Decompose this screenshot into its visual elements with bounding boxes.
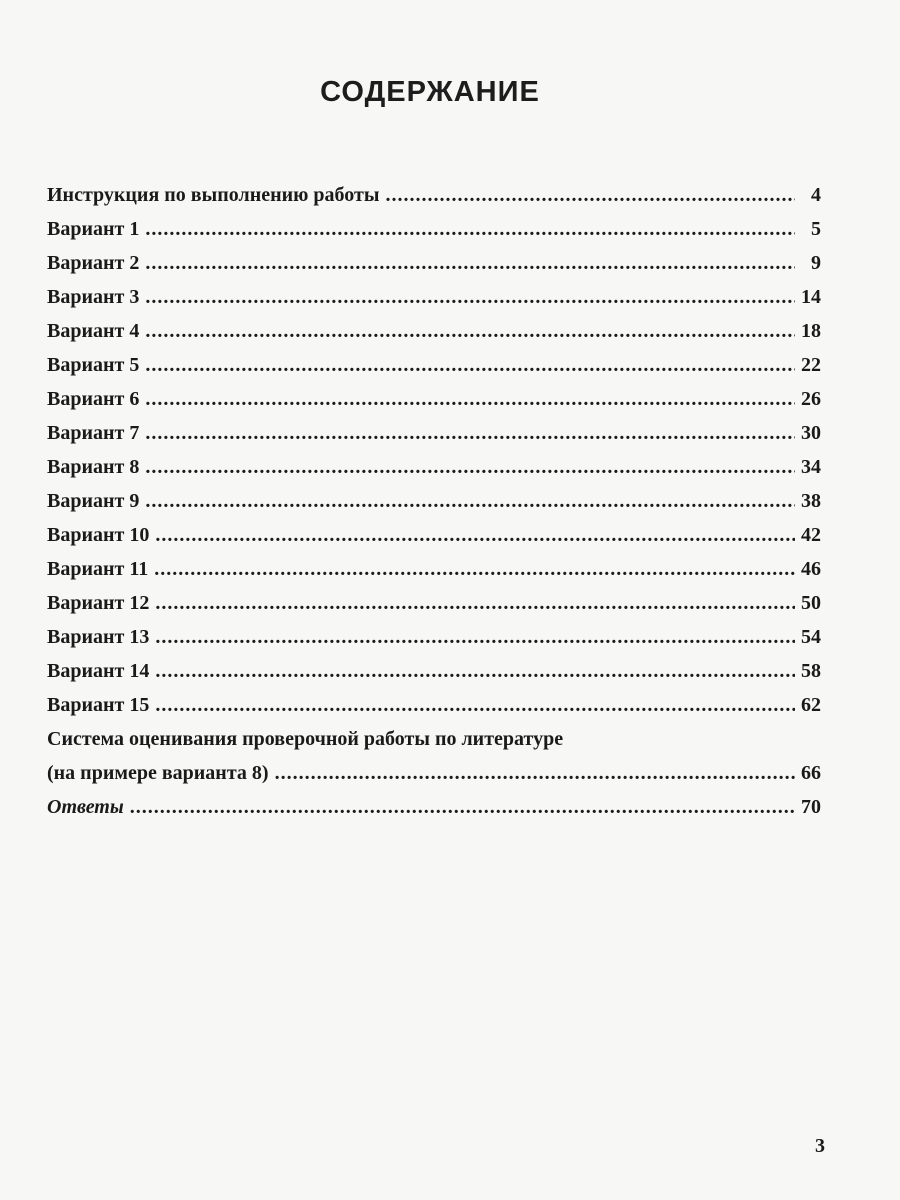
dot-leader [145, 212, 795, 246]
toc-entry-variant-2 [47, 246, 821, 280]
table-of-contents [47, 178, 821, 824]
toc-entry-page: 58 [801, 660, 821, 682]
toc-entry-variant-11 [47, 552, 821, 586]
dot-leader [145, 280, 795, 314]
toc-entry-page: 5 [811, 218, 821, 240]
dot-leader [275, 756, 795, 790]
toc-entry-page: 54 [801, 626, 821, 648]
dot-leader [145, 484, 795, 518]
toc-entry-instructions [47, 178, 821, 212]
toc-entry-variant-12 [47, 586, 821, 620]
page-title: СОДЕРЖАНИЕ [320, 76, 540, 108]
dot-leader [130, 790, 795, 824]
toc-entry-label: Вариант 3 [47, 286, 140, 308]
toc-entry-page: 4 [811, 184, 821, 206]
toc-entry-label: Вариант 5 [47, 354, 140, 376]
dot-leader [145, 348, 795, 382]
dot-leader [155, 654, 795, 688]
toc-entry-variant-13 [47, 620, 821, 654]
toc-entry-label: Вариант 6 [47, 388, 140, 410]
dot-leader [155, 688, 795, 722]
dot-leader [155, 620, 795, 654]
page-number: 3 [815, 1135, 825, 1157]
toc-entry-label: Вариант 10 [47, 524, 150, 546]
toc-entry-label: Вариант 7 [47, 422, 140, 444]
toc-entry-label: Вариант 13 [47, 626, 150, 648]
toc-entry-variant-3 [47, 280, 821, 314]
toc-entry-label: Вариант 1 [47, 218, 140, 240]
toc-entry-label: Вариант 9 [47, 490, 140, 512]
toc-entry-page: 14 [801, 286, 821, 308]
toc-entry-page: 38 [801, 490, 821, 512]
toc-entry-variant-7 [47, 416, 821, 450]
dot-leader [145, 246, 795, 280]
dot-leader [145, 314, 795, 348]
toc-entry-label: Ответы [47, 796, 124, 818]
toc-entry-page: 70 [801, 796, 821, 818]
dot-leader [155, 586, 795, 620]
toc-entry-label: Вариант 8 [47, 456, 140, 478]
toc-entry-page: 22 [801, 354, 821, 376]
dot-leader [155, 518, 795, 552]
toc-entry-variant-15 [47, 688, 821, 722]
dot-leader [154, 552, 795, 586]
toc-entry-variant-8 [47, 450, 821, 484]
toc-entry-variant-1 [47, 212, 821, 246]
toc-entry-grading-line1: Система оценивания проверочной работы по литературе [47, 728, 564, 750]
toc-entry-label: Вариант 11 [47, 558, 149, 580]
toc-entry-page: 46 [801, 558, 821, 580]
toc-entry-page: 34 [801, 456, 821, 478]
toc-entry-label: Инструкция по выполнению работы [47, 184, 380, 206]
toc-entry-label: Вариант 12 [47, 592, 150, 614]
toc-entry-page: 26 [801, 388, 821, 410]
toc-entry-page: 42 [801, 524, 821, 546]
toc-entry-label: Вариант 4 [47, 320, 140, 342]
toc-entry-page: 66 [801, 762, 821, 784]
toc-entry-variant-5 [47, 348, 821, 382]
dot-leader [145, 382, 795, 416]
toc-entry-page: 50 [801, 592, 821, 614]
toc-entry-page: 18 [801, 320, 821, 342]
toc-entry-variant-10 [47, 518, 821, 552]
toc-entry-variant-14 [47, 654, 821, 688]
toc-entry-page: 9 [811, 252, 821, 274]
toc-entry-label: (на примере варианта 8) [47, 762, 269, 784]
toc-entry-variant-9 [47, 484, 821, 518]
toc-entry-label: Вариант 14 [47, 660, 150, 682]
toc-entry-variant-4 [47, 314, 821, 348]
dot-leader [145, 416, 795, 450]
dot-leader [145, 450, 795, 484]
toc-entry-label: Вариант 2 [47, 252, 140, 274]
toc-entry-page: 30 [801, 422, 821, 444]
toc-entry-page: 62 [801, 694, 821, 716]
toc-entry-label: Вариант 15 [47, 694, 150, 716]
toc-entry-variant-6 [47, 382, 821, 416]
toc-entry-answers [47, 790, 821, 824]
toc-entry-grading [47, 756, 821, 790]
dot-leader [385, 178, 795, 212]
